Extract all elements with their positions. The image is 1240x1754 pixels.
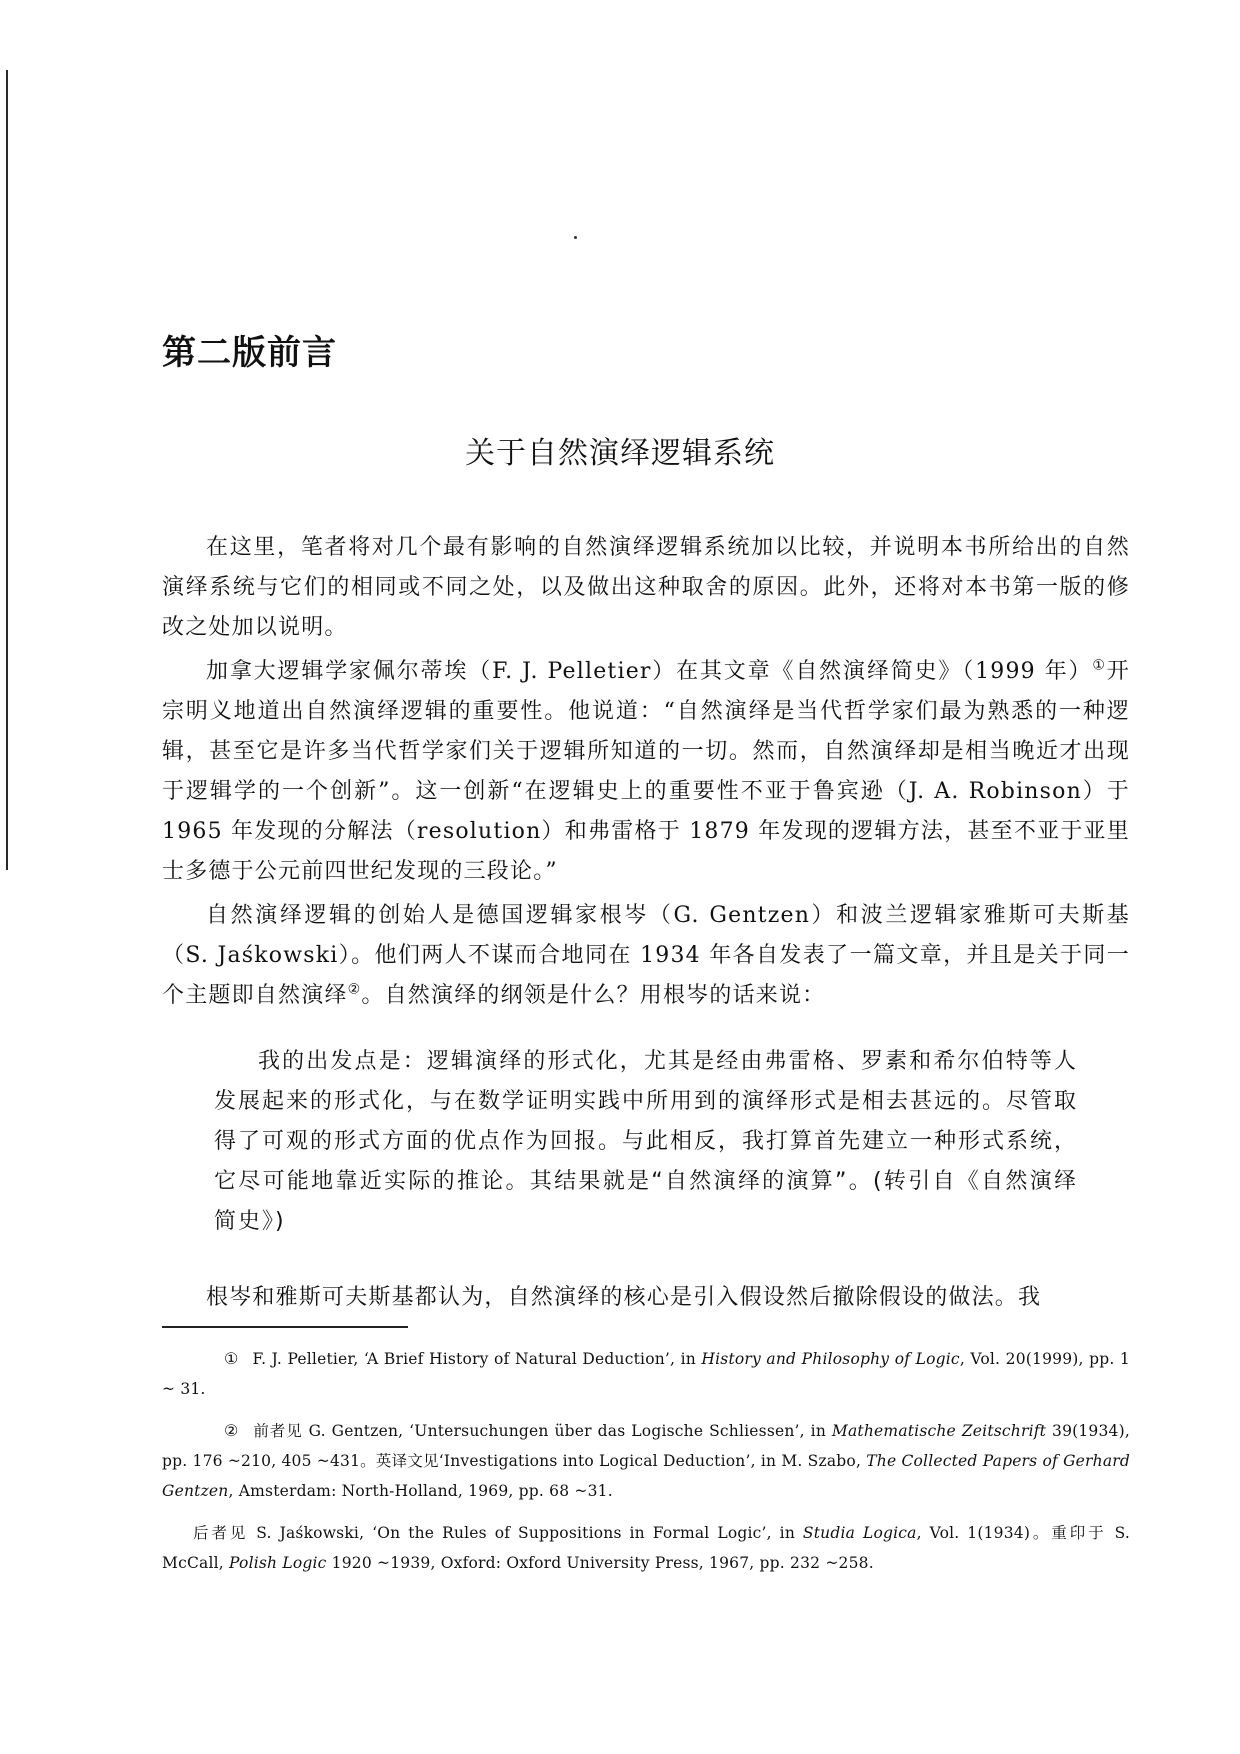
footnote-ref-2: ②: [347, 981, 362, 998]
section-title: 关于自然演绎逻辑系统: [465, 436, 775, 471]
footnote-1-journal: History and Philosophy of Logic: [701, 1350, 960, 1368]
paragraph-3-text-a: 自然演绎逻辑的创始人是德国逻辑家根岑（G. Gentzen）和波兰逻辑家雅斯可夫斯基（S. Jaśkowski）。他们两人不谋而合地同在 1934 年各自发表了一篇文章，并且是关于同一个主题即自然演绎: [162, 903, 1130, 1008]
scan-speck: [574, 236, 577, 239]
footnote-1-text-b: , Vol. 20(1999), pp. 1 ~ 31.: [162, 1350, 1130, 1398]
paragraph-3-text-b: 。自然演绎的纲领是什么？用根岑的话来说：: [361, 983, 826, 1008]
footnote-3-text-c: 1920 ~1939, Oxford: Oxford University Press, 1967, pp. 232 ~258.: [326, 1554, 874, 1572]
footnote-2-text-c: , Amsterdam: North-Holland, 1969, pp. 68 ~31.: [228, 1482, 613, 1500]
footnote-2-book: The Collected Papers of Gerhard Gentzen: [162, 1452, 1130, 1500]
footnote-2-text-b: 39(1934), pp. 176 ~210, 405 ~431。英译文见‘Investigations into Logical Deduction’, in M. Szabo,: [162, 1422, 1130, 1470]
footnote-divider: [162, 1326, 408, 1328]
footnote-3-text-a: 后者见 S. Jaśkowski, ‘On the Rules of Suppositions in Formal Logic’, in: [193, 1524, 803, 1542]
footnotes: [162, 1344, 1130, 1590]
chapter-title: 第二版前言: [162, 333, 337, 373]
footnote-3-text-b: , Vol. 1(1934)。重印于 S. McCall,: [162, 1524, 1130, 1572]
footnote-2-text-a: 前者见 G. Gentzen, ‘Untersuchungen über das Logische Schliessen’, in: [252, 1422, 832, 1440]
footnote-1-text-a: F. J. Pelletier, ‘A Brief History of Natural Deduction’, in: [252, 1350, 702, 1368]
paragraph-2-text-a: 加拿大逻辑学家佩尔蒂埃（F. J. Pelletier）在其文章《自然演绎简史》（1999 年）: [206, 659, 1093, 684]
paragraph-1: 在这里，笔者将对几个最有影响的自然演绎逻辑系统加以比较，并说明本书所给出的自然演绎系统与它们的相同或不同之处，以及做出这种取舍的原因。此外，还将对本书第一版的修改之处加以说明。: [162, 535, 1130, 640]
block-quote: 我的出发点是：逻辑演绎的形式化，尤其是经由弗雷格、罗素和希尔伯特等人发展起来的形式化，与在数学证明实践中所用到的演绎形式是相去甚远的。尽管取得了可观的形式方面的优点作为回报。与此相反，我打算首先建立一种形式系统，它尽可能地靠近实际的推论。其结果就是“自然演绎的演算”。(转引自《自然演绎简史》): [214, 1049, 1079, 1234]
footnote-3: [162, 1518, 1130, 1578]
body-text: [162, 528, 1130, 1318]
footnote-3-journal: Studia Logica: [802, 1524, 917, 1542]
paragraph-2: [162, 652, 1130, 892]
footnote-2-journal: Mathematische Zeitschrift: [831, 1422, 1047, 1440]
footnote-2: [162, 1416, 1130, 1506]
paragraph-2-text-b: 开宗明义地道出自然演绎逻辑的重要性。他说道：“自然演绎是当代哲学家们最为熟悉的一种逻辑，甚至它是许多当代哲学家们关于逻辑所知道的一切。然而，自然演绎却是相当晚近才出现于逻辑学的一个创新”。这一创新“在逻辑史上的重要性不亚于鲁宾逊（J. A. Robinson）于 1965 年发现的分解法（resolution）和弗雷格于 1879 年发现的逻辑方法，甚至不亚于亚里士多德于公元前四世纪发现的三段论。”: [162, 659, 1130, 884]
footnote-3-book: Polish Logic: [229, 1554, 327, 1572]
paragraph-3: [162, 896, 1130, 1016]
footnote-ref-1: ①: [1092, 657, 1107, 674]
footnote-2-mark: ②: [224, 1421, 239, 1440]
footnote-1-mark: ①: [224, 1349, 239, 1368]
paragraph-4: 根岑和雅斯可夫斯基都认为，自然演绎的核心是引入假设然后撤除假设的做法。我: [206, 1285, 1042, 1310]
footnote-1: [162, 1344, 1130, 1404]
